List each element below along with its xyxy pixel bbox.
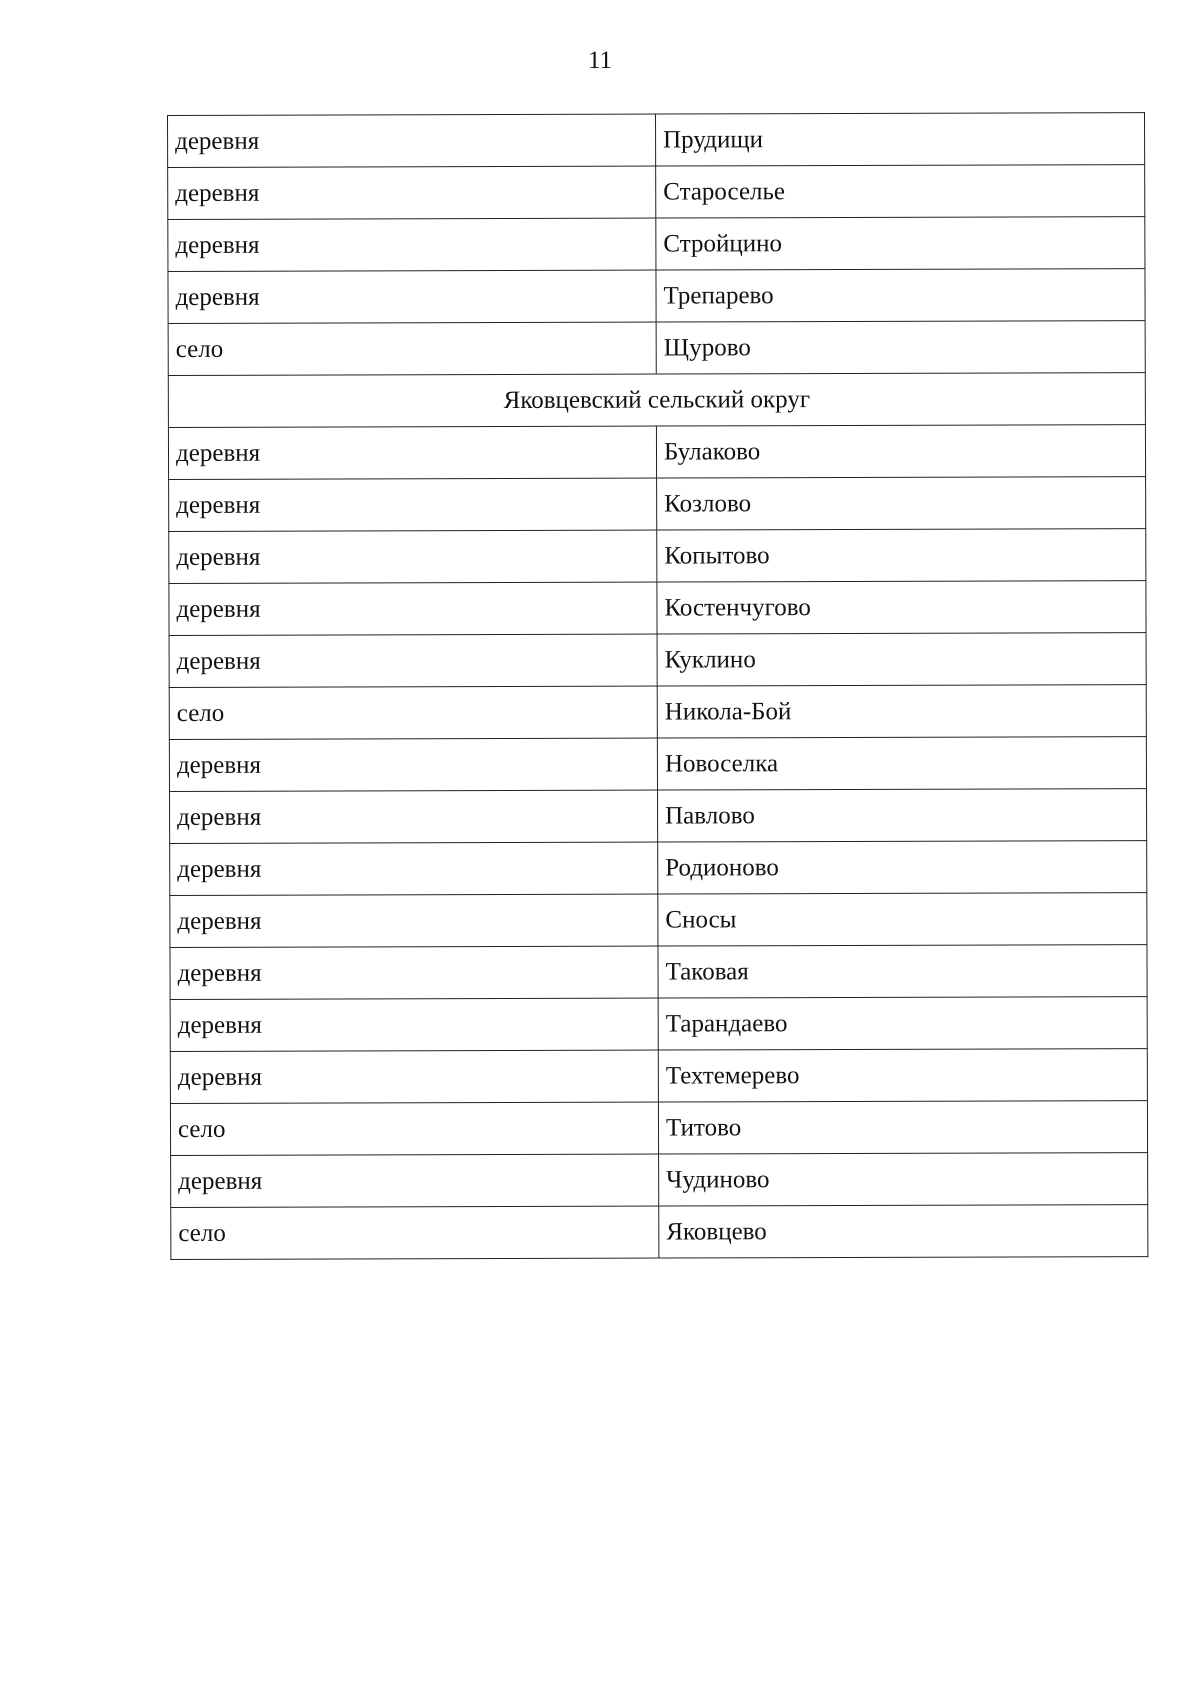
settlement-name-cell: Никола-Бой [657, 685, 1146, 738]
settlement-name-cell: Чудиново [659, 1153, 1148, 1206]
settlement-type-cell: деревня [169, 738, 657, 791]
settlement-type-cell: деревня [170, 946, 658, 999]
settlement-name-cell: Прудищи [655, 113, 1144, 166]
table-row [168, 165, 1145, 220]
settlement-name-cell: Тарандаево [658, 997, 1147, 1050]
settlement-name-cell: Яковцево [659, 1205, 1148, 1258]
settlement-name-cell: Таковая [658, 945, 1147, 998]
settlement-name-cell: Техтемерево [658, 1049, 1147, 1102]
settlement-type-cell: село [168, 322, 656, 375]
table-row [169, 581, 1146, 636]
settlement-name-cell: Куклино [657, 633, 1146, 686]
settlements-table [167, 112, 1148, 1260]
table-row [170, 789, 1147, 844]
settlement-name-cell: Титово [658, 1101, 1147, 1154]
table-row [168, 113, 1145, 168]
settlement-type-cell: село [171, 1206, 659, 1259]
settlement-name-cell: Стройцино [656, 217, 1145, 270]
table-row [169, 737, 1146, 792]
table-row [171, 1205, 1148, 1260]
settlement-type-cell: село [169, 686, 657, 739]
settlement-name-cell: Козлово [657, 477, 1146, 530]
table-row [170, 945, 1147, 1000]
table-row [171, 1153, 1148, 1208]
table-row [168, 217, 1145, 272]
settlement-type-cell: деревня [168, 166, 656, 219]
settlement-type-cell: деревня [169, 634, 657, 687]
settlement-name-cell: Родионово [658, 841, 1147, 894]
settlement-type-cell: деревня [170, 894, 658, 947]
page-number: 11 [587, 47, 613, 74]
settlement-type-cell: деревня [171, 1154, 659, 1207]
settlement-type-cell: деревня [170, 1050, 658, 1103]
section-header-cell: Яковцевский сельский округ [168, 373, 1145, 428]
table-row [170, 997, 1147, 1052]
settlement-type-cell: деревня [168, 218, 656, 271]
settlement-name-cell: Сносы [658, 893, 1147, 946]
table-row [169, 477, 1146, 532]
section-header-row [168, 373, 1145, 428]
settlement-name-cell: Павлово [658, 789, 1147, 842]
settlement-name-cell: Трепарево [656, 269, 1145, 322]
settlement-type-cell: деревня [169, 478, 657, 531]
table-row [169, 685, 1146, 740]
settlement-name-cell: Костенчугово [657, 581, 1146, 634]
settlement-type-cell: деревня [169, 582, 657, 635]
settlement-type-cell: деревня [169, 530, 657, 583]
settlement-type-cell: деревня [168, 114, 656, 167]
table-row [170, 1101, 1147, 1156]
settlement-type-cell: село [170, 1102, 658, 1155]
table-row [169, 529, 1146, 584]
settlements-table-body [168, 113, 1148, 1260]
settlement-name-cell: Булаково [656, 425, 1145, 478]
settlement-name-cell: Староселье [656, 165, 1145, 218]
table-row [169, 633, 1146, 688]
table-row [170, 893, 1147, 948]
settlement-name-cell: Копытово [657, 529, 1146, 582]
table-row [168, 321, 1145, 376]
settlement-type-cell: деревня [170, 998, 658, 1051]
settlement-type-cell: деревня [168, 426, 656, 479]
table-row [170, 841, 1147, 896]
settlement-name-cell: Щурово [656, 321, 1145, 374]
table-row [170, 1049, 1147, 1104]
settlement-name-cell: Новоселка [657, 737, 1146, 790]
settlement-type-cell: деревня [170, 842, 658, 895]
settlement-type-cell: деревня [168, 270, 656, 323]
settlement-type-cell: деревня [170, 790, 658, 843]
table-row [168, 425, 1145, 480]
table-row [168, 269, 1145, 324]
